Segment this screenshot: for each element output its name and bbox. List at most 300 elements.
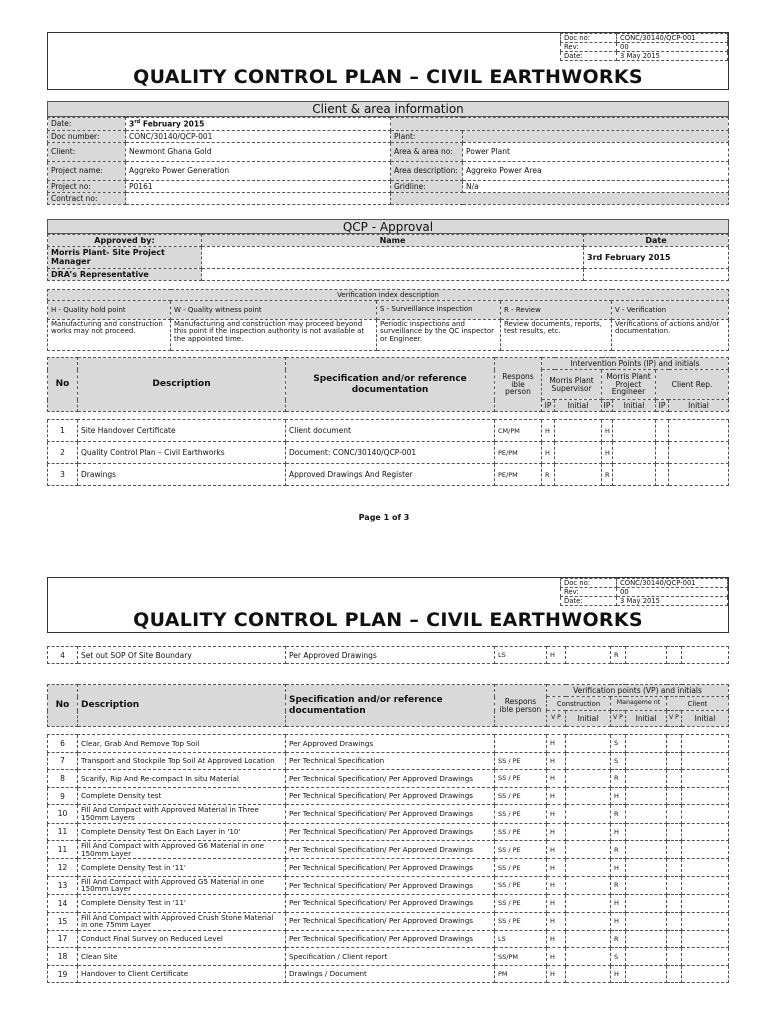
ip-cell: H (542, 420, 555, 442)
row-responsible: SS/PM (495, 948, 547, 966)
initial-header: Initial (613, 400, 656, 412)
table-row (48, 948, 729, 966)
approver-role: DRA’s Representative (48, 269, 202, 281)
initial-cell[interactable] (555, 420, 602, 442)
vp-cell (667, 965, 682, 983)
plan-row-4-table (47, 646, 729, 664)
row-description: Fill And Compact with Approved G6 Material in one 150mm Layer (78, 841, 286, 859)
vp-cell: R (611, 770, 626, 788)
row-responsible: SS / PE (495, 770, 547, 788)
verification-index (47, 289, 729, 351)
initial-cell[interactable] (626, 894, 667, 912)
doc-number-value: CONC/30140/QCP-001 (126, 130, 391, 142)
table-row (48, 859, 729, 877)
row-responsible: PM (495, 965, 547, 983)
initial-cell[interactable] (626, 876, 667, 894)
ip-cell (656, 420, 669, 442)
row-spec: Document: CONC/30140/QCP-001 (286, 442, 495, 464)
vp-cell: H (611, 912, 626, 930)
initial-cell[interactable] (626, 735, 667, 753)
vp-cell: S (611, 752, 626, 770)
vp-cell: R (611, 647, 626, 664)
row-description: Clear, Grab And Remove Top Soil (78, 735, 286, 753)
area-desc-label: Area description: (391, 161, 463, 180)
hold-point-title: H - Quality hold point (48, 301, 171, 320)
row-description: Fill And Compact with Approved Material in Three 150mm Layers (78, 805, 286, 823)
date-rest: February 2015 (140, 119, 205, 129)
initial-cell[interactable] (682, 948, 729, 966)
vp-cell: H (547, 965, 566, 983)
row-spec: Per Technical Specification/ Per Approved Drawings (286, 876, 495, 894)
vp-header: V P (611, 711, 626, 727)
spacer-row (48, 412, 729, 420)
initial-cell[interactable] (682, 894, 729, 912)
vp-cell (667, 752, 682, 770)
initial-cell[interactable] (613, 464, 656, 486)
initial-cell[interactable] (566, 752, 611, 770)
ip-cell: H (602, 442, 613, 464)
row-description: Site Handover Certificate (78, 420, 286, 442)
initial-cell[interactable] (682, 841, 729, 859)
row-description: Complete Density Test On Each Layer in '10' (78, 823, 286, 841)
initial-cell[interactable] (555, 464, 602, 486)
review-desc: Review documents, reports, test results, etc. (501, 320, 612, 351)
row-description: Transport and Stockpile Top Soil At Approved Location (78, 752, 286, 770)
row-responsible (495, 735, 547, 753)
initial-cell[interactable] (566, 965, 611, 983)
area-desc-value: Aggreko Power Area (463, 161, 729, 180)
initial-cell[interactable] (682, 912, 729, 930)
vp-cell (667, 894, 682, 912)
vp-cell (667, 647, 682, 664)
plan-row-4 (47, 646, 729, 664)
vp-cell: R (611, 805, 626, 823)
row-responsible: SS / PE (495, 823, 547, 841)
row-no: 7 (48, 752, 78, 770)
table-row (48, 770, 729, 788)
initial-cell[interactable] (682, 859, 729, 877)
spec-header: Specification and/or reference documentation (286, 358, 495, 412)
initial-cell[interactable] (566, 894, 611, 912)
row-responsible: SS / PE (495, 912, 547, 930)
vp-cell (667, 841, 682, 859)
row-no: 1 (48, 420, 78, 442)
initial-cell[interactable] (566, 787, 611, 805)
row-spec: Per Technical Specification/ Per Approved Drawings (286, 805, 495, 823)
row-spec: Per Approved Drawings (286, 647, 495, 664)
vp-cell: H (547, 894, 566, 912)
date-value: 3 May 2015 (617, 597, 728, 606)
table-row (48, 930, 729, 948)
initial-cell[interactable] (682, 965, 729, 983)
row-responsible: SS / PE (495, 841, 547, 859)
initial-cell[interactable] (626, 912, 667, 930)
row-no: 3 (48, 464, 78, 486)
approval-table (47, 234, 729, 281)
vp-header: V P (667, 711, 682, 727)
row-description: Fill And Compact with Approved Crush Stone Material in one 75mm Layer (78, 912, 286, 930)
date-field-value (126, 118, 391, 131)
ip-cell: H (542, 442, 555, 464)
area-no-label: Area & area no: (391, 142, 463, 161)
row-spec: Per Technical Specification/ Per Approved Drawings (286, 912, 495, 930)
blank-cell (391, 118, 729, 131)
description-header: Description (78, 358, 286, 412)
row-spec: Per Technical Specification/ Per Approved Drawings (286, 823, 495, 841)
gridline-value: N/a (463, 180, 729, 192)
approver-name (202, 269, 584, 281)
initial-cell[interactable] (682, 930, 729, 948)
initial-cell[interactable] (682, 647, 729, 664)
project-no-label: Project no: (48, 180, 126, 192)
date-day: 3 (129, 119, 135, 129)
row-no: 15 (48, 912, 78, 930)
surveillance-desc: Periodic inspections and surveillance by the QC inspector or Engineer. (377, 320, 501, 351)
vp-cell: H (547, 876, 566, 894)
doc-no-value: CONC/30140/QCP-001 (617, 579, 728, 588)
row-spec: Per Technical Specification/ Per Approved Drawings (286, 894, 495, 912)
project-name-label: Project name: (48, 161, 126, 180)
plan-table-2-body (47, 684, 729, 983)
vp-cell (667, 948, 682, 966)
row-description: Complete Density test (78, 787, 286, 805)
vp-cell: H (547, 735, 566, 753)
row-spec: Client document (286, 420, 495, 442)
ip-cell: R (602, 464, 613, 486)
ip-cell: R (542, 464, 555, 486)
description-header: Description (78, 685, 286, 727)
row-description: Complete Density Test in '11' (78, 894, 286, 912)
row-responsible: SS / PE (495, 787, 547, 805)
initial-cell[interactable] (626, 965, 667, 983)
project-name-value: Aggreko Power Generation (126, 161, 391, 180)
plant-value (463, 130, 729, 142)
row-spec: Per Technical Specification (286, 752, 495, 770)
initial-cell[interactable] (566, 735, 611, 753)
vp-cell: H (611, 965, 626, 983)
gridline-label: Gridline: (391, 180, 463, 192)
vp-cell: R (611, 930, 626, 948)
rev-value: 00 (617, 588, 728, 597)
client-value: Newmont Ghana Gold (126, 142, 391, 161)
intervention-header: Intervention Points (IP) and initials (542, 358, 729, 370)
verification-desc: Verifications of actions and/or documentation. (612, 320, 729, 351)
row-responsible: CM/PM (495, 420, 542, 442)
plan-table-2 (47, 684, 729, 983)
verification-index-heading: Verification index description (48, 290, 729, 301)
project-no-value: P0161 (126, 180, 391, 192)
table-row (48, 912, 729, 930)
page-title: QUALITY CONTROL PLAN – CIVIL EARTHWORKS (133, 66, 643, 88)
vp-cell (667, 859, 682, 877)
row-no: 19 (48, 965, 78, 983)
approver-name (202, 247, 584, 269)
initial-cell[interactable] (566, 859, 611, 877)
row-spec: Per Approved Drawings (286, 735, 495, 753)
initial-cell[interactable] (566, 805, 611, 823)
no-header: No (48, 358, 78, 412)
vp-cell (667, 912, 682, 930)
construction-header: Construction (547, 697, 611, 711)
row-description: Quality Control Plan – Civil Earthworks (78, 442, 286, 464)
table-row (48, 752, 729, 770)
doc-no-label: Doc no: (561, 34, 617, 43)
row-no: 6 (48, 735, 78, 753)
vp-cell: H (547, 930, 566, 948)
row-spec: Per Technical Specification/ Per Approved Drawings (286, 859, 495, 877)
engineer-header: Morris Plant Project Engineer (602, 370, 656, 400)
vp-cell (667, 823, 682, 841)
approver-role: Morris Plant- Site Project Manager (48, 247, 202, 269)
initial-cell[interactable] (682, 770, 729, 788)
doc-no-label: Doc no: (561, 579, 617, 588)
table-row (48, 787, 729, 805)
table-row (48, 876, 729, 894)
row-description: Handover to Client Certificate (78, 965, 286, 983)
initial-header: Initial (626, 711, 667, 727)
spacer-row (48, 727, 729, 735)
row-spec: Per Technical Specification/ Per Approved Drawings (286, 930, 495, 948)
surveillance-title: S - Surveillance inspection (377, 301, 501, 320)
initial-cell[interactable] (626, 930, 667, 948)
vp-cell: R (611, 876, 626, 894)
hold-point-desc: Manufacturing and construction works may not proceed. (48, 320, 171, 351)
ip-header: IP (542, 400, 555, 412)
date-header: Date (584, 235, 729, 247)
ip-header: IP (602, 400, 613, 412)
doc-meta-table (560, 578, 728, 606)
initial-cell[interactable] (566, 841, 611, 859)
initial-cell[interactable] (566, 930, 611, 948)
row-description: Scarify, Rip And Re-compact In situ Material (78, 770, 286, 788)
row-responsible: SS / PE (495, 876, 547, 894)
row-responsible: LS (495, 647, 547, 664)
row-no: 8 (48, 770, 78, 788)
initial-cell[interactable] (566, 948, 611, 966)
vp-cell (667, 735, 682, 753)
doc-no-value: CONC/30140/QCP-001 (617, 34, 728, 43)
date-field-label: Date: (48, 118, 126, 131)
table-row (48, 841, 729, 859)
client-header: Client (667, 697, 729, 711)
initial-cell[interactable] (682, 823, 729, 841)
initial-cell[interactable] (555, 442, 602, 464)
rev-value: 00 (617, 43, 728, 52)
approval-section (47, 219, 729, 281)
initial-cell[interactable] (669, 464, 729, 486)
row-spec: Per Technical Specification/ Per Approved Drawings (286, 841, 495, 859)
initial-cell[interactable] (566, 876, 611, 894)
row-responsible: PE/PM (495, 464, 542, 486)
review-title: R - Review (501, 301, 612, 320)
vp-cell: S (611, 735, 626, 753)
row-responsible: LS (495, 930, 547, 948)
initial-cell[interactable] (566, 912, 611, 930)
row-no: 11 (48, 823, 78, 841)
client-info-table (47, 117, 729, 205)
vp-cell: R (611, 841, 626, 859)
plan-table-1 (47, 357, 729, 486)
ip-cell (656, 464, 669, 486)
doc-header (47, 32, 729, 90)
vp-cell: H (547, 841, 566, 859)
row-responsible: SS / PE (495, 894, 547, 912)
rev-label: Rev: (561, 43, 617, 52)
approval-date (584, 269, 729, 281)
table-row (48, 894, 729, 912)
row-spec: Drawings / Document (286, 965, 495, 983)
vp-cell: H (611, 894, 626, 912)
management-header: Manageme nt (611, 697, 667, 711)
row-no: 12 (48, 859, 78, 877)
blank-cell (391, 192, 729, 204)
row-spec: Per Technical Specification/ Per Approved Drawings (286, 787, 495, 805)
initial-cell[interactable] (682, 876, 729, 894)
vp-header: V P (547, 711, 566, 727)
vp-cell (667, 805, 682, 823)
table-row (48, 823, 729, 841)
row-description: Complete Density Test in '11' (78, 859, 286, 877)
client-label: Client: (48, 142, 126, 161)
initial-cell[interactable] (682, 805, 729, 823)
date-label: Date: (561, 52, 617, 61)
approved-by-header: Approved by: (48, 235, 202, 247)
initial-cell[interactable] (682, 735, 729, 753)
initial-header: Initial (566, 711, 611, 727)
initial-cell[interactable] (669, 442, 729, 464)
ip-cell (656, 442, 669, 464)
table-row (48, 805, 729, 823)
date-label: Date: (561, 597, 617, 606)
row-spec: Specification / Client report (286, 948, 495, 966)
row-responsible: PE/PM (495, 442, 542, 464)
vp-cell: H (611, 823, 626, 841)
plan-table-1-header (47, 357, 729, 486)
initial-header: Initial (555, 400, 602, 412)
no-header: No (48, 685, 78, 727)
vp-cell: H (547, 647, 566, 664)
row-responsible: SS / PE (495, 805, 547, 823)
vp-cell: S (611, 948, 626, 966)
initial-cell[interactable] (626, 805, 667, 823)
row-description: Clean Site (78, 948, 286, 966)
initial-cell[interactable] (682, 752, 729, 770)
spec-header: Specification and/or reference documentation (286, 685, 495, 727)
initial-cell[interactable] (613, 420, 656, 442)
responsible-header: Respons ible person (495, 358, 542, 412)
row-spec: Approved Drawings And Register (286, 464, 495, 486)
contract-no-value (126, 192, 391, 204)
row-description: Conduct Final Survey on Reduced Level (78, 930, 286, 948)
row-no: 11 (48, 841, 78, 859)
area-no-value: Power Plant (463, 142, 729, 161)
initial-cell[interactable] (682, 787, 729, 805)
initial-cell[interactable] (566, 823, 611, 841)
vp-cell: H (547, 948, 566, 966)
approval-date: 3rd February 2015 (584, 247, 729, 269)
initial-header: Initial (682, 711, 729, 727)
row-no: 10 (48, 805, 78, 823)
doc-number-label: Doc number: (48, 130, 126, 142)
vp-cell (667, 930, 682, 948)
row-description: Fill And Compact with Approved G5 Material in one 150mm Layer (78, 876, 286, 894)
approval-heading: QCP - Approval (47, 219, 729, 234)
row-no: 4 (48, 647, 78, 664)
initial-cell[interactable] (669, 420, 729, 442)
verification-title: V - Verification (612, 301, 729, 320)
vp-cell: H (547, 805, 566, 823)
responsible-header: Respons ible person (495, 685, 547, 727)
table-row (48, 735, 729, 753)
plant-label: Plant: (391, 130, 463, 142)
row-no: 2 (48, 442, 78, 464)
vp-cell (667, 770, 682, 788)
initial-cell[interactable] (626, 841, 667, 859)
vp-cell: H (611, 859, 626, 877)
doc-header-page-2 (47, 577, 729, 633)
date-suffix: rd (134, 119, 141, 125)
initial-cell[interactable] (626, 770, 667, 788)
initial-cell[interactable] (626, 823, 667, 841)
supervisor-header: Morris Plant Supervisor (542, 370, 602, 400)
date-value: 3 May 2015 (617, 52, 728, 61)
verification-points-header: Verification points (VP) and initials (547, 685, 729, 697)
initial-cell[interactable] (626, 752, 667, 770)
rev-label: Rev: (561, 588, 617, 597)
page-title: QUALITY CONTROL PLAN – CIVIL EARTHWORKS (133, 609, 643, 631)
row-responsible: SS / PE (495, 859, 547, 877)
contract-no-label: Contract no: (48, 192, 126, 204)
initial-cell[interactable] (613, 442, 656, 464)
row-description: Set out SOP Of Site Boundary (78, 647, 286, 664)
vp-cell (667, 876, 682, 894)
name-header: Name (202, 235, 584, 247)
initial-cell[interactable] (566, 647, 611, 664)
witness-point-title: W - Quality witness point (171, 301, 377, 320)
initial-header: Initial (669, 400, 729, 412)
verification-index-table (47, 289, 729, 351)
row-no: 13 (48, 876, 78, 894)
row-no: 14 (48, 894, 78, 912)
table-row (48, 965, 729, 983)
vp-cell (667, 787, 682, 805)
row-no: 18 (48, 948, 78, 966)
row-spec: Per Technical Specification/ Per Approved Drawings (286, 770, 495, 788)
vp-cell: H (611, 787, 626, 805)
client-info-section (47, 101, 729, 205)
initial-cell[interactable] (566, 770, 611, 788)
vp-cell: H (547, 823, 566, 841)
row-no: 9 (48, 787, 78, 805)
vp-cell: H (547, 787, 566, 805)
row-description: Drawings (78, 464, 286, 486)
vp-cell: H (547, 912, 566, 930)
initial-cell[interactable] (626, 647, 667, 664)
vp-cell: H (547, 752, 566, 770)
vp-cell: H (547, 770, 566, 788)
ip-cell: H (602, 420, 613, 442)
page-number: Page 1 of 3 (358, 513, 410, 522)
initial-cell[interactable] (626, 787, 667, 805)
witness-point-desc: Manufacturing and construction may proceed beyond this point if the inspection authority is not available at the appointed time. (171, 320, 377, 351)
initial-cell[interactable] (626, 948, 667, 966)
client-rep-header: Client Rep. (656, 370, 729, 400)
row-no: 17 (48, 930, 78, 948)
vp-cell: H (547, 859, 566, 877)
client-info-heading: Client & area information (47, 101, 729, 117)
initial-cell[interactable] (626, 859, 667, 877)
ip-header: IP (656, 400, 669, 412)
